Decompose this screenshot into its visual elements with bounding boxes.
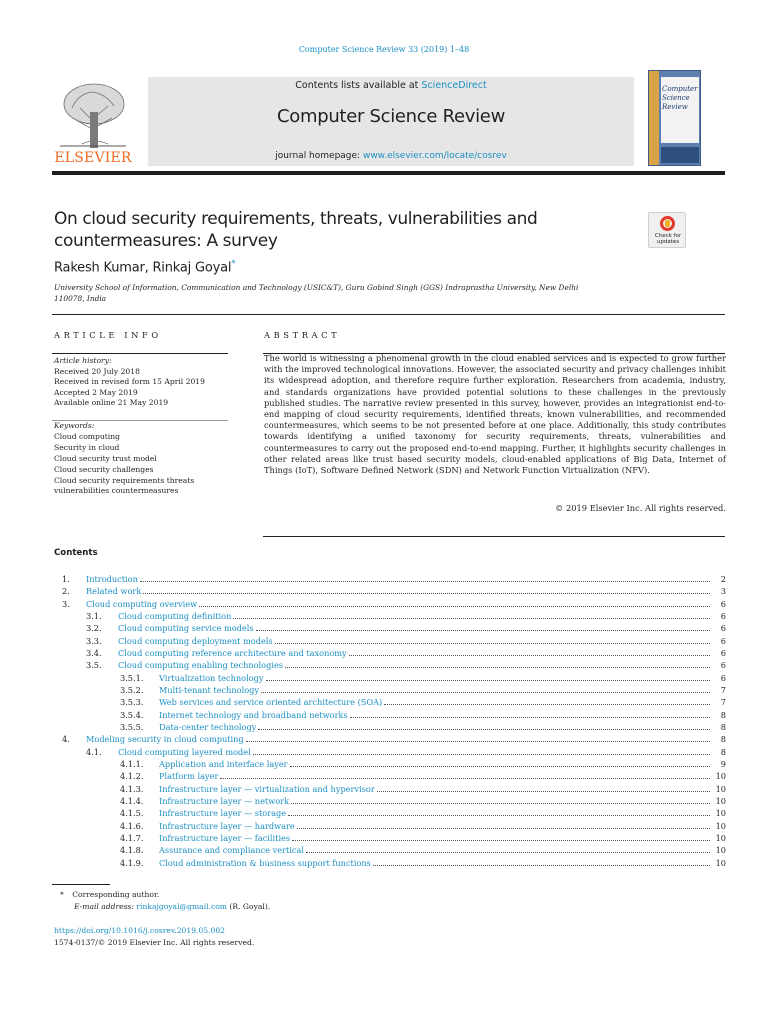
toc-leader-dots bbox=[266, 673, 710, 681]
journal-cover-thumbnail[interactable] bbox=[648, 70, 701, 166]
toc-entry-line bbox=[159, 709, 726, 721]
toc-entry-line bbox=[86, 573, 726, 585]
toc-title-link[interactable]: Cloud computing deployment models bbox=[118, 635, 273, 646]
toc-page-number: 3 bbox=[720, 586, 726, 597]
toc-number: 4.1.9. bbox=[120, 857, 144, 868]
toc-page-number: 6 bbox=[720, 598, 726, 609]
toc-entry[interactable] bbox=[52, 820, 726, 832]
footnote-mark: * bbox=[60, 890, 64, 899]
toc-leader-dots bbox=[384, 697, 710, 705]
toc-page-number: 10 bbox=[715, 783, 726, 794]
toc-page-number: 6 bbox=[720, 610, 726, 621]
toc-entry-line bbox=[159, 844, 726, 856]
toc-leader-dots bbox=[253, 747, 710, 755]
history-item: Received 20 July 2018 bbox=[54, 366, 140, 376]
toc-page-number: 10 bbox=[715, 857, 726, 868]
toc-title-link[interactable]: Cloud computing layered model bbox=[118, 746, 251, 757]
toc-leader-dots bbox=[297, 821, 710, 829]
toc-entry-line bbox=[159, 770, 726, 782]
toc-entry[interactable] bbox=[52, 795, 726, 807]
keyword: Security in cloud bbox=[54, 442, 120, 452]
toc-title-link[interactable]: Infrastructure layer — hardware bbox=[159, 820, 295, 831]
corresponding-author-mark[interactable]: * bbox=[231, 259, 236, 269]
email-link[interactable]: rinkajgoyal@gmail.com bbox=[136, 902, 227, 911]
publisher-name: ELSEVIER bbox=[54, 150, 132, 166]
toc-entry-line bbox=[159, 721, 726, 733]
toc-leader-dots bbox=[261, 685, 710, 693]
toc-page-number: 10 bbox=[715, 808, 726, 819]
toc-page-number: 8 bbox=[720, 734, 726, 745]
toc-entry-line bbox=[86, 598, 726, 610]
check-updates-label: Check for updates bbox=[654, 233, 682, 245]
toc-title-link[interactable]: Infrastructure layer — storage bbox=[159, 808, 287, 819]
history-item: Received in revised form 15 April 2019 bbox=[54, 377, 205, 387]
keyword: Cloud computing bbox=[54, 431, 120, 441]
journal-title: Computer Science Review bbox=[276, 106, 506, 127]
toc-number: 3.2. bbox=[86, 623, 102, 634]
toc-entry-line bbox=[159, 857, 726, 869]
toc-page-number: 6 bbox=[720, 672, 726, 683]
corresponding-text: Corresponding author. bbox=[72, 890, 160, 899]
toc-entry[interactable] bbox=[52, 832, 726, 844]
toc-entry[interactable] bbox=[52, 696, 726, 708]
affiliation: University School of Information, Communication and Technology (USIC&T), Guru Gobind Singh (GGS) Indraprastha University, New Delhi 110078, India bbox=[54, 283, 579, 303]
toc-number: 4.1.2. bbox=[120, 771, 144, 782]
toc-title-link[interactable]: Cloud administration & business support functions bbox=[159, 857, 371, 868]
toc-page-number: 6 bbox=[720, 647, 726, 658]
toc-leader-dots bbox=[377, 784, 710, 792]
toc-number: 3.5.2. bbox=[120, 684, 144, 695]
cover-strip bbox=[649, 71, 659, 165]
toc-entry[interactable] bbox=[52, 721, 726, 733]
toc-number: 3.4. bbox=[86, 647, 102, 658]
article-info-rule bbox=[52, 353, 228, 354]
toc-page-number: 6 bbox=[720, 623, 726, 634]
toc-title-link[interactable]: Introduction bbox=[86, 574, 138, 584]
toc-entry[interactable] bbox=[52, 746, 726, 758]
toc-number: 3.5.3. bbox=[120, 697, 144, 708]
toc-entry[interactable] bbox=[52, 573, 726, 585]
article-title: On cloud security requirements, threats, vulnerabilities and countermeasures: A survey bbox=[54, 209, 538, 251]
toc-entry-line bbox=[159, 672, 726, 684]
toc-page-number: 6 bbox=[720, 635, 726, 646]
toc-page-number: 8 bbox=[720, 709, 726, 720]
toc-entry[interactable] bbox=[52, 709, 726, 721]
toc-title-link[interactable]: Data-center technology bbox=[159, 721, 257, 732]
toc-entry-line bbox=[159, 758, 726, 770]
toc-title-link[interactable]: Infrastructure layer — facilities bbox=[159, 832, 291, 843]
toc-number: 2. bbox=[62, 586, 70, 597]
toc-number: 4.1.8. bbox=[120, 845, 144, 856]
toc-number: 4.1. bbox=[86, 746, 102, 757]
toc-entry[interactable] bbox=[52, 783, 726, 795]
toc-leader-dots bbox=[349, 648, 710, 656]
toc-number: 3.5.4. bbox=[120, 709, 144, 720]
check-updates-icon bbox=[660, 216, 675, 231]
email-note bbox=[74, 901, 270, 913]
toc-title-link[interactable]: Cloud computing reference architecture and taxonomy bbox=[118, 647, 347, 658]
toc-title-link[interactable]: Cloud computing enabling technologies bbox=[118, 660, 283, 671]
sciencedirect-link[interactable]: ScienceDirect bbox=[421, 80, 487, 91]
toc-entry[interactable] bbox=[52, 684, 726, 696]
article-history bbox=[54, 356, 230, 409]
toc-title-link[interactable]: Cloud computing service models bbox=[118, 623, 254, 634]
contents-available-line bbox=[148, 80, 634, 91]
email-label: E-mail address: bbox=[74, 902, 134, 911]
homepage-prefix: journal homepage: bbox=[275, 151, 363, 161]
toc-leader-dots bbox=[233, 611, 710, 619]
toc-leader-dots bbox=[291, 796, 710, 804]
corresponding-note bbox=[60, 889, 270, 901]
toc-entry-line bbox=[118, 635, 726, 647]
footnote-rule bbox=[52, 884, 110, 885]
toc-entry[interactable] bbox=[52, 635, 726, 647]
toc-title-link[interactable]: Modeling security in cloud computing bbox=[86, 734, 244, 745]
toc-entry-line bbox=[159, 807, 726, 819]
history-label: Article history: bbox=[54, 356, 112, 365]
toc-page-number: 10 bbox=[715, 820, 726, 831]
toc-entry[interactable] bbox=[52, 672, 726, 684]
toc-page-number: 10 bbox=[715, 832, 726, 843]
toc-number: 3. bbox=[62, 598, 70, 609]
title-rule bbox=[52, 314, 725, 315]
keyword: Cloud security challenges bbox=[54, 464, 154, 474]
toc-number: 3.1. bbox=[86, 610, 102, 621]
toc-number: 4.1.3. bbox=[120, 783, 144, 794]
toc-title-link[interactable]: Infrastructure layer — virtualization and hypervisor bbox=[159, 783, 375, 794]
toc-page-number: 8 bbox=[720, 721, 726, 732]
contents-prefix: Contents lists available at bbox=[295, 80, 422, 91]
toc-entry-line bbox=[159, 696, 726, 708]
toc-entry-line bbox=[118, 622, 726, 634]
toc-leader-dots bbox=[288, 808, 710, 816]
toc-entry-line bbox=[118, 659, 726, 671]
article-info-heading: ARTICLE INFO bbox=[54, 330, 162, 340]
toc-page-number: 2 bbox=[720, 574, 726, 584]
toc-leader-dots bbox=[199, 599, 710, 607]
cover-title: Computer Science Review bbox=[662, 85, 698, 111]
toc-number: 3.5.5. bbox=[120, 721, 144, 732]
toc-page-number: 10 bbox=[715, 845, 726, 856]
toc-number: 3.5. bbox=[86, 660, 102, 671]
toc-entry-line bbox=[159, 783, 726, 795]
toc-entry-line bbox=[159, 684, 726, 696]
authors bbox=[54, 259, 236, 275]
abstract-text: The world is witnessing a phenomenal growth in the cloud enabled services and is expected to grow further with the improved technological innovations. However, the associated security and privacy challenges inhibit its widespread adoption, and therefore require further exploration. Researchers from academia, industry, and standards organizations have provided potential solutions to these challenges in the previously published studies. The narrative review presented in this survey, however, provides an integrationist end-to-end mapping of cloud security requirements, identified threats, known vulnerabilities, and recommended countermeasures, which seems to be not presented before at one place. Additionally, this study contributes towards identifying a unified taxonomy for security requirements, threats, vulnerabilities and countermeasures to carry out the proposed end-to-end mapping. Further, it highlights security challenges in other related areas like trust based security models, cloud-enabled applications of Big Data, Internet of Things (IoT), Software Defined Network (SDN) and Network Function Virtualization (NFV). bbox=[264, 353, 726, 476]
toc-entry-line bbox=[118, 746, 726, 758]
toc-number: 3.5.1. bbox=[120, 672, 144, 683]
toc-title-link[interactable]: Related work bbox=[86, 586, 142, 597]
toc-entry[interactable] bbox=[52, 598, 726, 610]
toc-entry[interactable] bbox=[52, 622, 726, 634]
toc-entry-line bbox=[118, 647, 726, 659]
toc-number: 4.1.7. bbox=[120, 832, 144, 843]
toc-leader-dots bbox=[220, 771, 710, 779]
keyword: vulnerabilities countermeasures bbox=[54, 486, 179, 496]
toc-number: 4.1.5. bbox=[120, 808, 144, 819]
toc-page-number: 10 bbox=[715, 795, 726, 806]
toc-leader-dots bbox=[140, 574, 710, 582]
toc-title-link[interactable]: Application and interface layer bbox=[159, 758, 288, 769]
toc-entry[interactable] bbox=[52, 844, 726, 856]
toc-title-link[interactable]: Infrastructure layer — network bbox=[159, 795, 290, 806]
toc-entry[interactable] bbox=[52, 610, 726, 622]
toc-entry[interactable] bbox=[52, 647, 726, 659]
toc-entry-line bbox=[86, 733, 726, 745]
toc-leader-dots bbox=[258, 722, 710, 730]
toc-title-link[interactable]: Internet technology and broadband networks bbox=[159, 709, 348, 720]
journal-reference[interactable]: Computer Science Review 33 (2019) 1–48 bbox=[298, 45, 470, 54]
toc-title-link[interactable]: Multi-tenant technology bbox=[159, 684, 260, 695]
toc-entry[interactable] bbox=[52, 585, 726, 597]
toc-leader-dots bbox=[285, 660, 710, 668]
toc-page-number: 8 bbox=[720, 746, 726, 757]
header-rule bbox=[52, 171, 725, 175]
toc-entry-line bbox=[159, 832, 726, 844]
toc-entry[interactable] bbox=[52, 770, 726, 782]
toc-entry[interactable] bbox=[52, 659, 726, 671]
toc-title-link[interactable]: Cloud computing overview bbox=[86, 598, 198, 609]
abstract-copyright: © 2019 Elsevier Inc. All rights reserved. bbox=[555, 503, 726, 513]
check-for-updates-badge[interactable] bbox=[648, 212, 686, 248]
keyword: Cloud security trust model bbox=[54, 453, 157, 463]
toc-entry[interactable] bbox=[52, 733, 726, 745]
toc-leader-dots bbox=[306, 845, 710, 853]
toc-title-link[interactable]: Virtualization technology bbox=[159, 672, 264, 683]
toc-page-number: 10 bbox=[715, 771, 726, 782]
toc-leader-dots bbox=[290, 759, 710, 767]
toc-number: 3.3. bbox=[86, 635, 102, 646]
toc-leader-dots bbox=[350, 710, 710, 718]
toc-title-link[interactable]: Cloud computing definition bbox=[118, 610, 232, 621]
toc-leader-dots bbox=[292, 833, 710, 841]
toc-number: 1. bbox=[62, 574, 70, 584]
keywords bbox=[54, 421, 230, 497]
abstract-end-rule bbox=[263, 536, 725, 537]
footnote bbox=[60, 889, 270, 913]
history-item: Accepted 2 May 2019 bbox=[54, 387, 138, 397]
keywords-label: Keywords: bbox=[54, 421, 95, 430]
contents-heading: Contents bbox=[54, 548, 98, 558]
toc-entry[interactable] bbox=[52, 758, 726, 770]
toc-leader-dots bbox=[143, 586, 710, 594]
toc-entry[interactable] bbox=[52, 807, 726, 819]
toc-number: 4. bbox=[62, 734, 70, 745]
toc-leader-dots bbox=[275, 636, 710, 644]
toc-entry[interactable] bbox=[52, 857, 726, 869]
history-item: Available online 21 May 2019 bbox=[54, 398, 169, 408]
toc-entry-line bbox=[159, 820, 726, 832]
homepage-link[interactable]: www.elsevier.com/locate/cosrev bbox=[362, 151, 507, 161]
toc-title-link[interactable]: Assurance and compliance vertical bbox=[159, 845, 305, 856]
toc-number: 4.1.4. bbox=[120, 795, 144, 806]
toc-entry-line bbox=[86, 585, 726, 597]
toc-page-number: 7 bbox=[720, 697, 726, 708]
toc-page-number: 9 bbox=[720, 758, 726, 769]
toc-leader-dots bbox=[256, 623, 710, 631]
toc-leader-dots bbox=[373, 858, 710, 866]
abstract-heading: ABSTRACT bbox=[264, 330, 341, 340]
toc-number: 4.1.1. bbox=[120, 758, 144, 769]
toc-page-number: 6 bbox=[720, 660, 726, 671]
issn-copyright: 1574-0137/© 2019 Elsevier Inc. All rights reserved. bbox=[54, 938, 255, 947]
toc-page-number: 7 bbox=[720, 684, 726, 695]
doi-link[interactable]: https://doi.org/10.1016/j.cosrev.2019.05.002 bbox=[54, 926, 226, 935]
toc-leader-dots bbox=[246, 734, 710, 742]
journal-homepage-line bbox=[148, 151, 634, 161]
toc-entry-line bbox=[118, 610, 726, 622]
email-suffix: (R. Goyal). bbox=[229, 902, 271, 911]
table-of-contents bbox=[52, 573, 726, 869]
toc-number: 4.1.6. bbox=[120, 820, 144, 831]
keyword: Cloud security requirements threats bbox=[54, 475, 195, 485]
toc-entry-line bbox=[159, 795, 726, 807]
cover-image bbox=[661, 147, 699, 163]
toc-title-link[interactable]: Platform layer bbox=[159, 771, 219, 782]
toc-title-link[interactable]: Web services and service oriented architecture (SOA) bbox=[159, 697, 383, 708]
author-names: Rakesh Kumar, Rinkaj Goyal bbox=[54, 260, 232, 276]
